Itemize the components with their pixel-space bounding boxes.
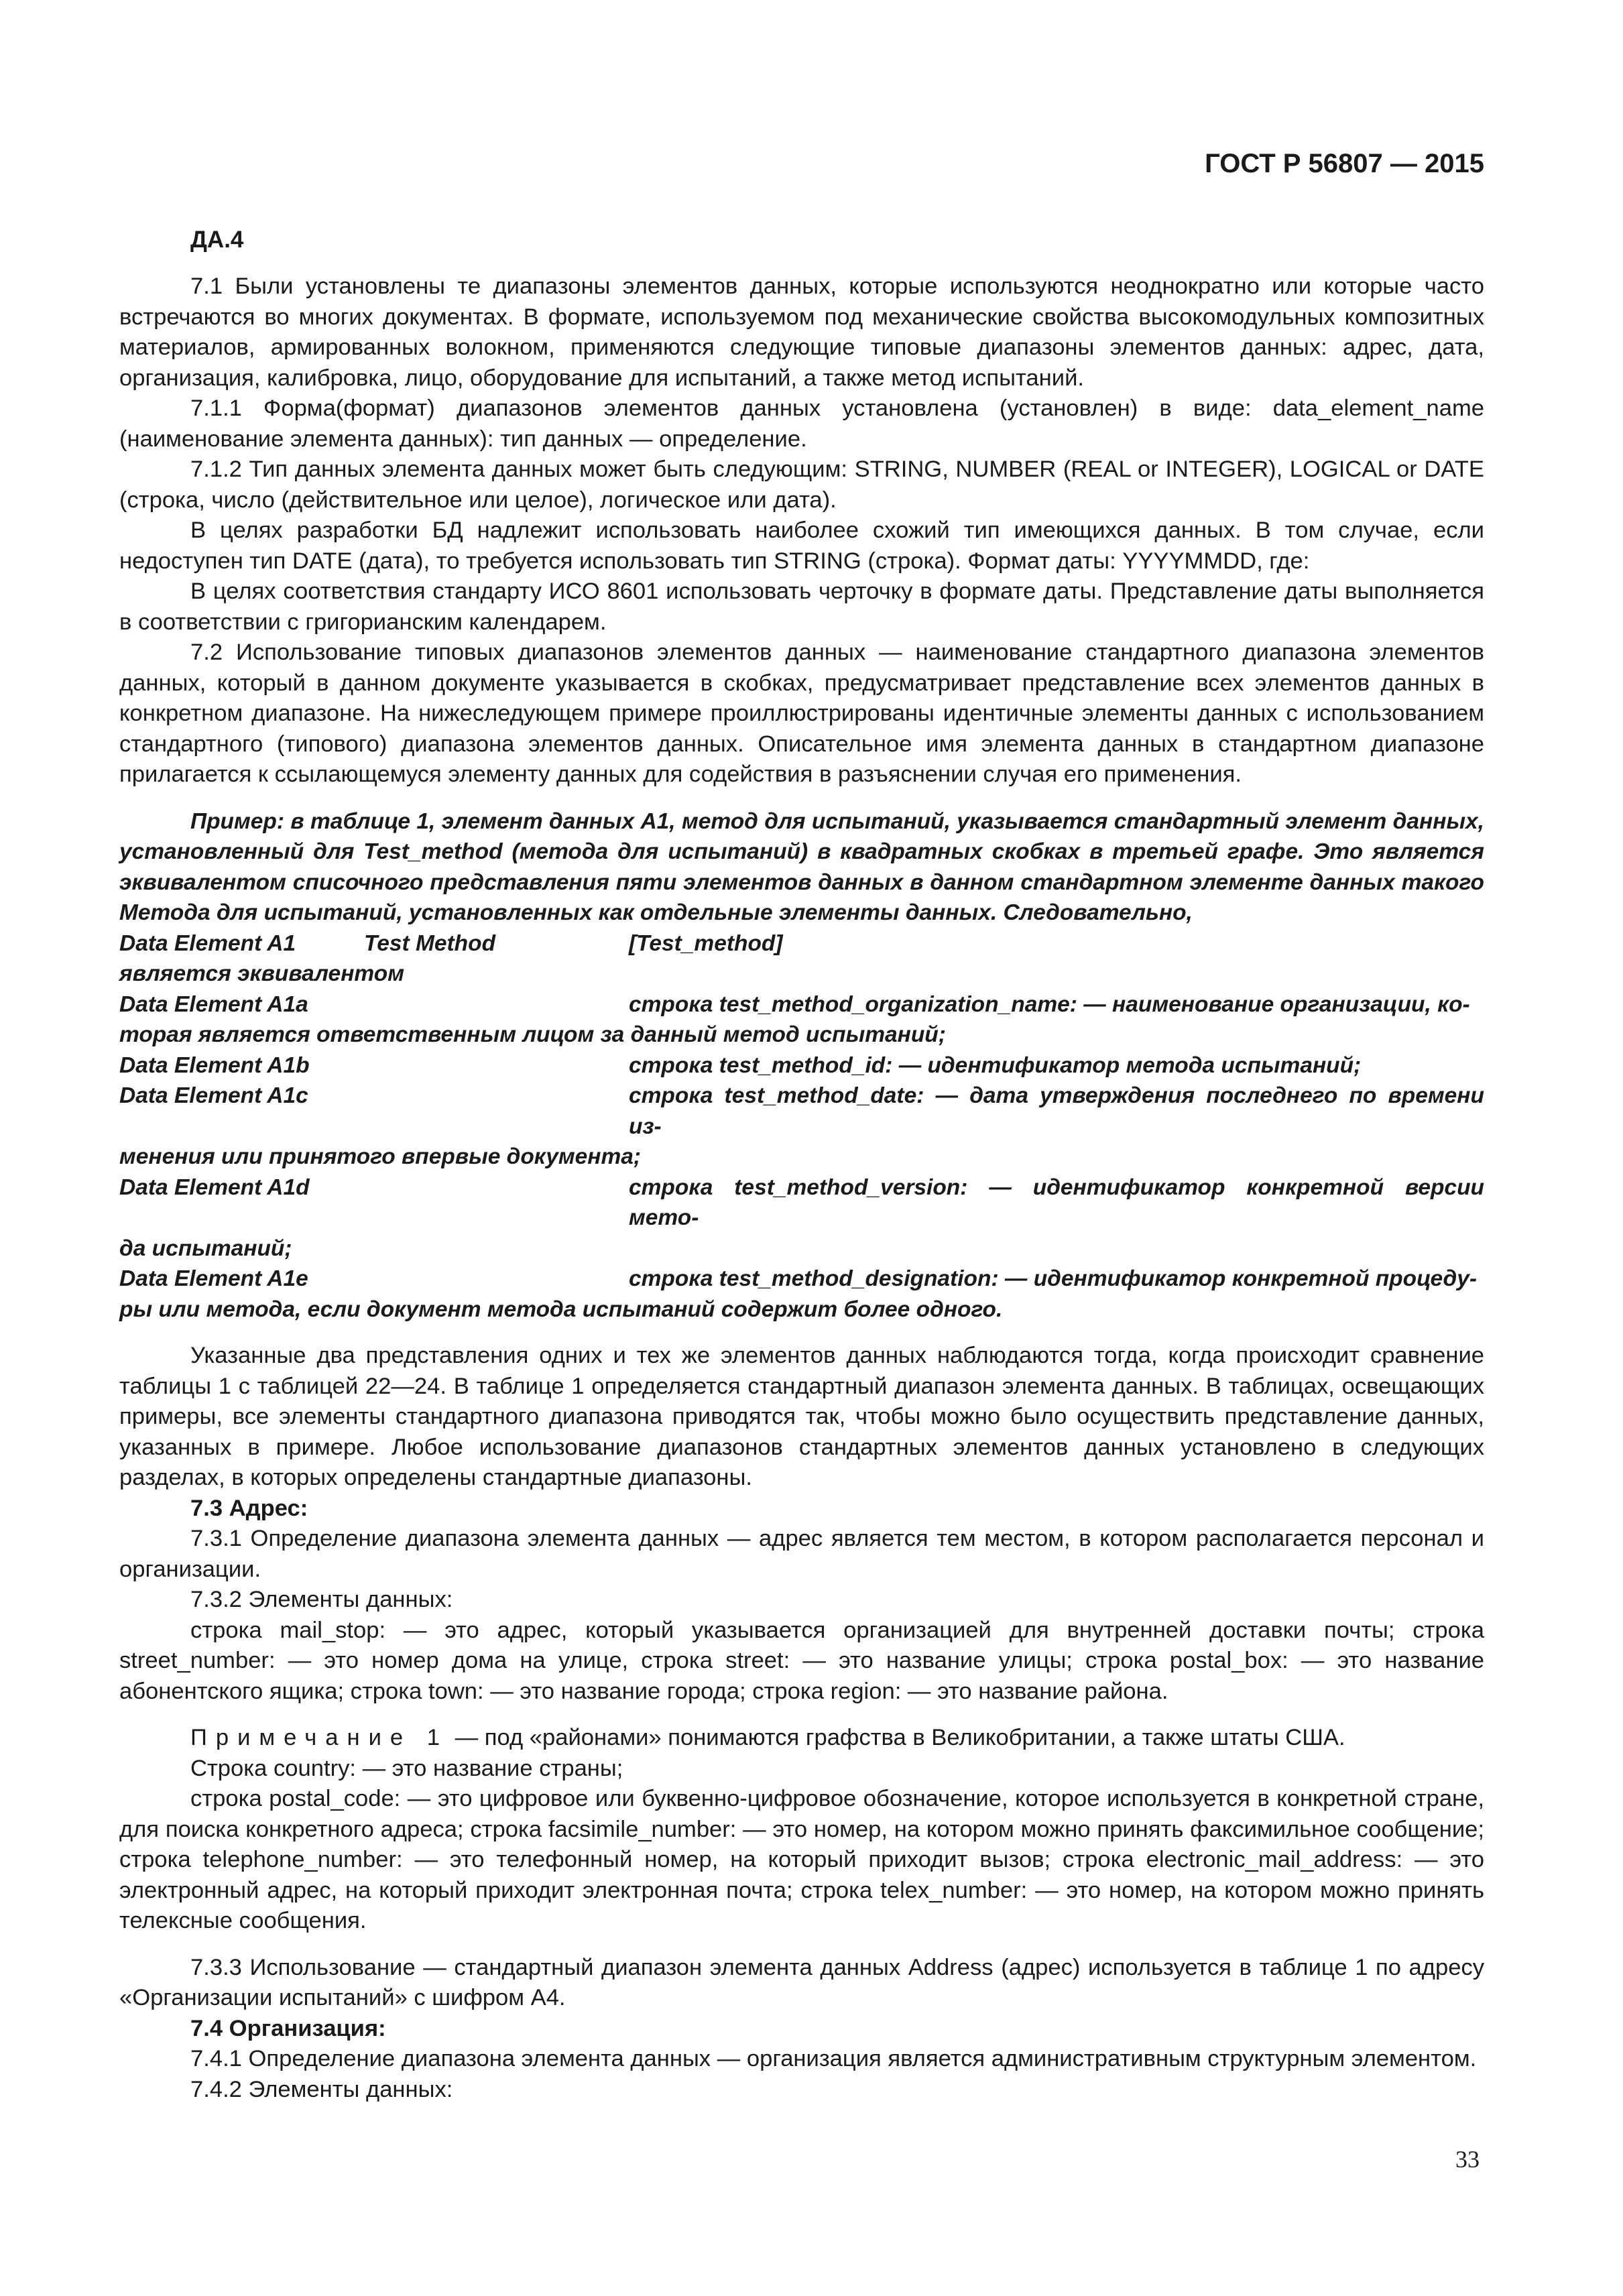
element-desc: строка test_method_id: — идентификатор метода испытаний; [629, 1052, 1362, 1078]
element-desc-cont: торая является ответственным лицом за данный метод испытаний; [119, 1022, 946, 1047]
paragraph-7-1-2: 7.1.2 Тип данных элемента данных может быть следующим: STRING, NUMBER (REAL or INTEGER), LOGICAL or DATE (строка, число (действительное или целое), логическое или дата). [119, 457, 1484, 513]
paragraph-7-1-1: 7.1.1 Форма(формат) диапазонов элементов данных установлена (установлен) в виде: data_element_name (наименование элемента данных): тип данных — определение. [119, 396, 1484, 452]
paragraph-7-4-1: 7.4.1 Определение диапазона элемента данных — организация является административным структурным элементом. [190, 2046, 1477, 2071]
element-desc: строка test_method_version: — идентификатор конкретной версии мето- [629, 1174, 1484, 1230]
element-desc-cont: менения или принятого впервые документа; [119, 1144, 642, 1169]
spacer [119, 1707, 1484, 1723]
heading-7-3: 7.3 Адрес: [190, 1495, 308, 1521]
row-a1-range: [Test_method] [629, 930, 783, 956]
note-text: — под «районами» понимаются графства в Великобритании, а также штаты США. [448, 1725, 1345, 1750]
element-desc: строка test_method_designation: — идентификатор конкретной процеду- [629, 1266, 1478, 1291]
spacer [119, 1937, 1484, 1953]
paragraph-7-3-2: 7.3.2 Элементы данных: [190, 1587, 453, 1612]
paragraph-iso-8601: В целях соответствия стандарту ИСО 8601 использовать черточку в формате даты. Представление даты выполняется в соответствии с григорианским календарем. [119, 579, 1484, 635]
section-id: ДА.4 [190, 227, 244, 253]
note-label: Примечание 1 [190, 1725, 448, 1750]
element-row [119, 989, 1484, 1020]
row-a1-method: Test Method [364, 930, 496, 956]
paragraph-7-1: 7.1 Были установлены те диапазоны элементов данных, которые используются неоднократно или которые часто встречаются во многих документах. В формате, используемом под механические свойства высокомодульных композитных материалов, армированных волокном, применяются следующие типовые диапазоны элементов данных: адрес, дата, организация, калибровка, лицо, оборудование для испытаний, а также метод испытаний. [119, 274, 1484, 391]
paragraph-after-example: Указанные два представления одних и тех же элементов данных наблюдаются тогда, когда происходит сравнение таблицы 1 с таблицей 22—24. В таблице 1 определяется стандартный диапазон элемента данных. В таблицах, освещающих примеры, все элементы стандартного диапазона приводятся так, чтобы можно было осуществить представление данных, указанных в примере. Любое использование диапазонов стандартных элементов данных установлено в следующих разделах, в которых определены стандартные диапазоны. [119, 1343, 1484, 1490]
element-name: Data Element A1e [119, 1266, 308, 1291]
paragraph-7-3-1: 7.3.1 Определение диапазона элемента данных — адрес является тем местом, в котором располагается персонал и организации. [119, 1526, 1484, 1582]
element-desc: строка test_method_date: — дата утверждения последнего по времени из- [629, 1083, 1484, 1139]
element-desc: строка test_method_organization_name: — наименование организации, ко- [629, 991, 1470, 1017]
row-a1-element: Data Element A1 [119, 930, 296, 956]
example-row-a1 [119, 928, 1484, 959]
element-row [119, 1081, 1484, 1142]
document-header: ГОСТ Р 56807 — 2015 [1205, 149, 1484, 178]
spacer [119, 1325, 1484, 1341]
note-1 [119, 1723, 1484, 1754]
element-row [119, 1172, 1484, 1233]
paragraph-db-types: В целях разработки БД надлежит использовать наиболее схожий тип имеющихся данных. В том случае, если недоступен тип DATE (дата), то требуется использовать тип STRING (строка). Формат даты: YYYYMMDD, где: [119, 518, 1484, 574]
paragraph-7-2: 7.2 Использование типовых диапазонов элементов данных — наименование стандартного диапазона элементов данных, который в данном документе указывается в скобках, предусматривает представление всех элементов данных в конкретном диапазоне. На нижеследующем примере проиллюстрированы идентичные элементы данных с использованием стандартного (типового) диапазона элементов данных. Описательное имя элемента данных в стандартном диапазоне прилагается к ссылающемуся элементу данных для содействия в разъяснении случая его применения. [119, 640, 1484, 787]
paragraph-7-4-2: 7.4.2 Элементы данных: [190, 2076, 453, 2102]
element-row [119, 1050, 1484, 1081]
paragraph-address-elements: строка mail_stop: — это адрес, который указывается организацией для внутренней доставки почты; строка street_number: — это номер дома на улице, строка street: — это название улицы; строка postal_box: — это название абонентского ящика; строка town: — это название города; строка region: — это название района. [119, 1617, 1484, 1704]
element-name: Data Element A1a [119, 991, 308, 1017]
element-desc-cont: да испытаний; [119, 1235, 292, 1261]
heading-7-4: 7.4 Организация: [190, 2015, 386, 2041]
element-name: Data Element A1b [119, 1052, 310, 1078]
element-name: Data Element A1c [119, 1083, 308, 1108]
document-body [119, 271, 1484, 2105]
paragraph-postal: строка postal_code: — это цифровое или буквенно-цифровое обозначение, которое используется в конкретной стране, для поиска конкретного адреса; строка facsimile_number: — это номер, на котором можно принять факсимильное сообщение; строка telephone_number: — это телефонный номер, на который приходит вызов; строка electronic_mail_address: — это электронный адрес, на который приходит электронная почта; строка telex_number: — это номер, на котором можно принять телексные сообщения. [119, 1786, 1484, 1933]
paragraph-country: Строка country: — это название страны; [190, 1755, 623, 1781]
element-desc-cont: ры или метода, если документ метода испытаний содержит более одного. [119, 1296, 1003, 1322]
example-equivalent: является эквивалентом [119, 961, 405, 986]
element-name: Data Element A1d [119, 1174, 310, 1200]
paragraph-7-3-3: 7.3.3 Использование — стандартный диапазон элемента данных Address (адрес) используется в таблице 1 по адресу «Организации испытаний» с шифром А4. [119, 1954, 1484, 2010]
example-block [119, 806, 1484, 1325]
page-number: 33 [1455, 2146, 1480, 2173]
element-row [119, 1264, 1484, 1294]
example-intro: Пример: в таблице 1, элемент данных А1, метод для испытаний, указывается стандартный элемент данных, установленный для Test_method (метода для испытаний) в квадратных скобках в третьей графе. Это является эквивалентом списочного представления пяти элементов данных в данном стандартном элементе данных такого Метода для испытаний, установленных как отдельные элементы данных. Следовательно, [119, 808, 1484, 925]
